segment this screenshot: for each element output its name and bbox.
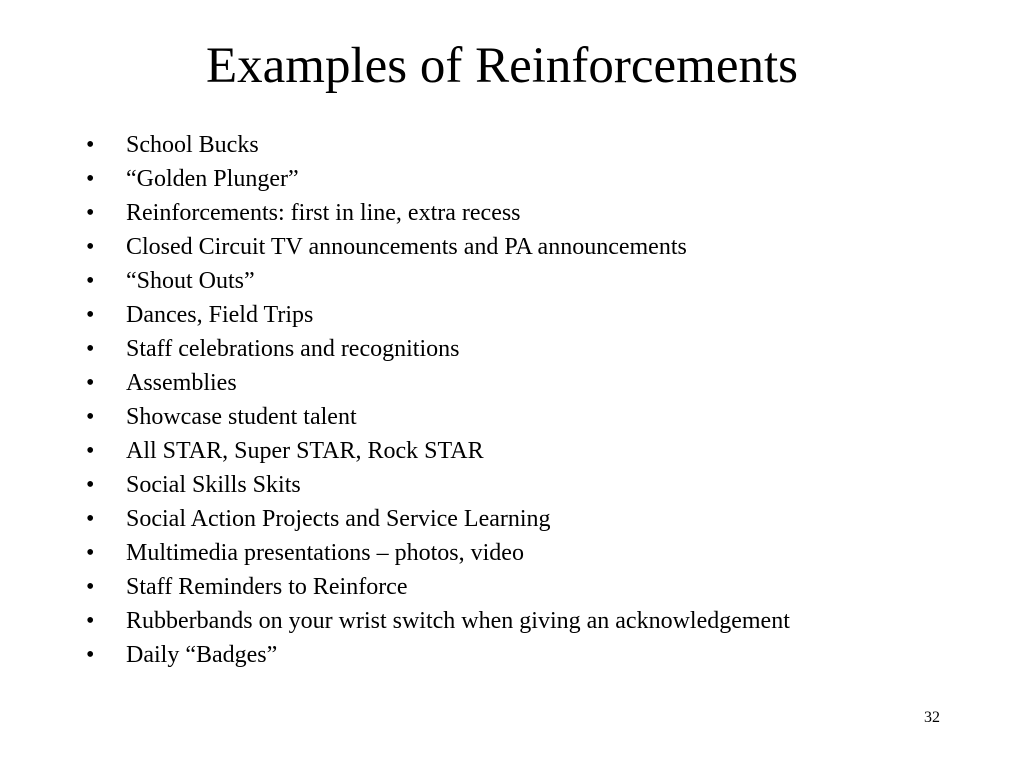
bullet-text: Showcase student talent xyxy=(126,404,357,430)
bullet-item xyxy=(86,298,790,332)
bullet-icon: • xyxy=(86,642,95,668)
bullet-icon: • xyxy=(86,438,95,464)
bullet-text: Social Skills Skits xyxy=(126,472,301,498)
bullet-item xyxy=(86,638,790,672)
bullet-item xyxy=(86,502,790,536)
page-number: 32 xyxy=(924,709,940,726)
bullet-icon: • xyxy=(86,506,95,532)
bullet-icon: • xyxy=(86,370,95,396)
bullet-icon: • xyxy=(86,608,95,634)
bullet-text: Multimedia presentations – photos, video xyxy=(126,540,524,566)
slide-title: Examples of Reinforcements xyxy=(206,38,798,94)
bullet-list xyxy=(86,128,790,672)
bullet-icon: • xyxy=(86,574,95,600)
bullet-text: “Shout Outs” xyxy=(126,268,255,294)
bullet-item xyxy=(86,434,790,468)
bullet-item xyxy=(86,162,790,196)
bullet-item xyxy=(86,604,790,638)
bullet-icon: • xyxy=(86,472,95,498)
bullet-text: Dances, Field Trips xyxy=(126,302,314,328)
bullet-item xyxy=(86,196,790,230)
bullet-icon: • xyxy=(86,268,95,294)
bullet-item xyxy=(86,230,790,264)
bullet-icon: • xyxy=(86,132,95,158)
bullet-icon: • xyxy=(86,166,95,192)
bullet-item xyxy=(86,400,790,434)
bullet-icon: • xyxy=(86,234,95,260)
bullet-item xyxy=(86,468,790,502)
bullet-icon: • xyxy=(86,200,95,226)
bullet-text: Reinforcements: first in line, extra recess xyxy=(126,200,521,226)
bullet-item xyxy=(86,332,790,366)
bullet-item xyxy=(86,536,790,570)
bullet-text: Rubberbands on your wrist switch when giving an acknowledgement xyxy=(126,608,790,634)
bullet-item xyxy=(86,366,790,400)
bullet-text: Daily “Badges” xyxy=(126,642,278,668)
bullet-icon: • xyxy=(86,302,95,328)
bullet-text: Staff Reminders to Reinforce xyxy=(126,574,408,600)
bullet-icon: • xyxy=(86,540,95,566)
bullet-text: School Bucks xyxy=(126,132,259,158)
bullet-item xyxy=(86,128,790,162)
bullet-text: Staff celebrations and recognitions xyxy=(126,336,460,362)
bullet-text: “Golden Plunger” xyxy=(126,166,299,192)
bullet-text: Assemblies xyxy=(126,370,237,396)
bullet-item xyxy=(86,570,790,604)
bullet-text: All STAR, Super STAR, Rock STAR xyxy=(126,438,484,464)
bullet-icon: • xyxy=(86,404,95,430)
bullet-item xyxy=(86,264,790,298)
bullet-text: Social Action Projects and Service Learning xyxy=(126,506,551,532)
bullet-text: Closed Circuit TV announcements and PA announcements xyxy=(126,234,687,260)
bullet-icon: • xyxy=(86,336,95,362)
